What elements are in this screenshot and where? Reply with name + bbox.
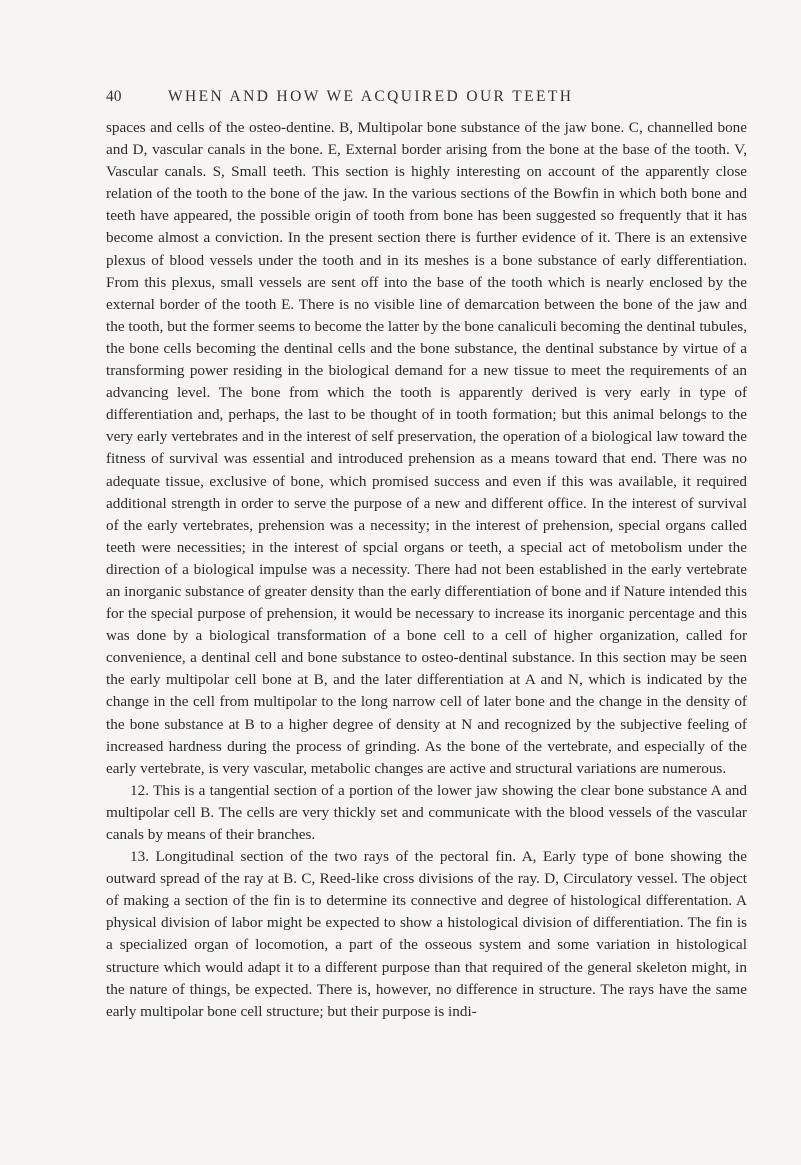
paragraph-13: 13. Longitudinal section of the two rays of the pectoral fin. A, Early type of bone showing the outward spread of the ray at B. C, Reed-like cross divisions of the ray. D, Circulatory vessel. The object of making a section of the fin is to determine its connective and degree of histological differentation. A physical division of labor might be expected to show a histological division of differentiation. The fin is a specialized organ of locomotion, a part of the osseous system and some variation in histological structure which would adapt it to a different purpose than that required of the general skeleton might, in the nature of things, be expected. There is, however, no difference in structure. The rays have the same early multipolar bone cell structure; but their purpose is indi- — [106, 848, 747, 1020]
running-header — [106, 88, 746, 106]
paragraph-12: 12. This is a tangential section of a portion of the lower jaw showing the clear bone substance A and multipolar cell B. The cells are very thickly set and communicate with the blood vessels of the vascular canals by means of their branches. — [106, 781, 747, 843]
paragraph-continuation: spaces and cells of the osteo-dentine. B, Multipolar bone substance of the jaw bone. C, channelled bone and D, vascular canals in the bone. E, External border arising from the bone at the base of the tooth. V, Vascular canals. S, Small teeth. This section is highly interesting on account of the apparently close relation of the tooth to the bone of the jaw. In the various sections of the Bowfin in which both bone and teeth have appeared, the possible origin of tooth from bone has been suggested so frequently that it has become almost a conviction. In the present section there is further evidence of it. There is an extensive plexus of blood vessels under the tooth and in its meshes is a bone substance of early differentiation. From this plexus, small vessels are sent off into the base of the tooth which is nearly enclosed by the external border of the tooth E. There is no visible line of demarcation between the bone of the jaw and the tooth, but the former seems to become the latter by the bone canaliculi becoming the dentinal tubules, the bone cells becoming the dentinal cells and the bone substance, the dentinal substance by virtue of a transforming power residing in the biological demand for a new tissue to meet the requirements of an advancing level. The bone from which the tooth is apparently derived is very early in type of differentiation and, perhaps, the last to be thought of in tooth formation; but this animal belongs to the very early vertebrates and in the interest of self preservation, the operation of a biological law toward the fitness of survival was essential and introduced prehension as a means toward that end. There was no adequate tissue, exclusive of bone, which promised success and even if this was available, it required additional strength in order to serve the purpose of a new and different office. In the interest of survival of the early vertebrates, prehension was a necessity; in the interest of prehension, special organs called teeth were necessities; in the interest of spcial organs or teeth, a special act of metobolism under the direction of a biological impulse was a necessity. There had not been established in the early vertebrate an inorganic substance of greater density than the early differentiation of bone and if Nature intended this for the special purpose of prehension, it would be necessary to increase its inorganic percentage and this was done by a biological transformation of a bone cell to a cell of higher organization, called for convenience, a dentinal cell and bone substance to osteo-dentinal substance. In this section may be seen the early multipolar cell bone at B, and the later differentiation at A and N, which is indicated by the change in the cell from multipolar to the long narrow cell of later bone and the change in the density of the bone substance at B to a higher degree of density at N and recognized by the subjective feeling of increased hardness during the process of grinding. As the bone of the vertebrate, and especially of the early vertebrate, is very vascular, metabolic changes are active and structural variations are numerous. — [106, 119, 747, 777]
body-text — [106, 117, 747, 1023]
page-number: 40 — [106, 88, 122, 105]
running-title: WHEN AND HOW WE ACQUIRED OUR TEETH — [168, 88, 574, 105]
